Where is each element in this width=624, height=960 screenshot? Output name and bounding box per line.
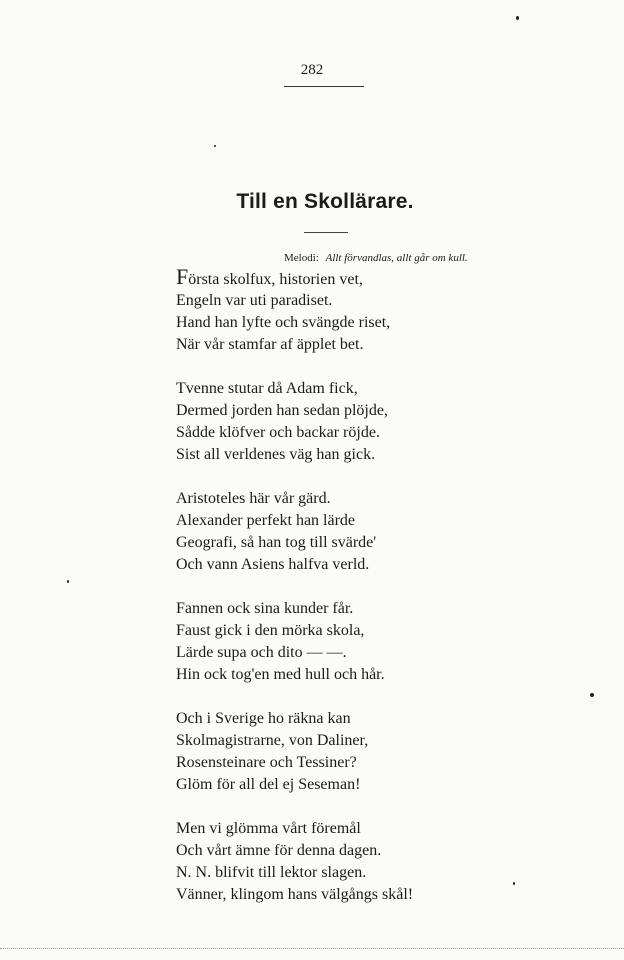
poem-line: Hand han lyfte och svängde riset, [176, 314, 391, 331]
poem-line: Engeln var uti paradiset. [176, 292, 333, 309]
stanza [176, 378, 556, 466]
poem-line: Geografi, så han tog till svärde' [176, 534, 377, 551]
poem-line: Dermed jorden han sedan plöjde, [176, 402, 388, 419]
first-line-rest: örsta skolfux, historien vet, [188, 271, 363, 288]
ink-speck [513, 882, 515, 885]
poem-line: Glöm för all del ej Seseman! [176, 776, 361, 793]
poem-line: N. N. blifvit till lektor slagen. [176, 864, 367, 881]
poem-line: Lärde supa och dito — —. [176, 644, 347, 661]
stanza [176, 818, 556, 906]
poem-line: Tvenne stutar då Adam fick, [176, 380, 358, 397]
poem-line: När vår stamfar af äpplet bet. [176, 336, 364, 353]
page-bottom-edge [0, 948, 624, 949]
poem-line: Alexander perfekt han lärde [176, 512, 356, 529]
poem-line: Och vann Asiens halfva verld. [176, 556, 370, 573]
poem-line: Men vi glömma vårt föremål [176, 820, 361, 837]
poem-line: Skolmagistrarne, von Daliner, [176, 732, 369, 749]
poem-line: Sådde klöfver och backar röjde. [176, 424, 380, 441]
poem-body [176, 264, 556, 928]
ink-speck [590, 693, 594, 697]
poem-line: Hin ock tog'en med hull och hår. [176, 666, 385, 683]
ink-speck [516, 16, 519, 20]
drop-cap-letter: F [176, 264, 189, 289]
stanza [176, 708, 556, 796]
poem-line: Fannen ock sina kunder får. [176, 600, 354, 617]
poem-line: Sist all verldenes väg han gick. [176, 446, 376, 463]
poem-line: Faust gick i den mörka skola, [176, 622, 365, 639]
poem-line: Och vårt ämne för denna dagen. [176, 842, 382, 859]
melody-label: Melodi: [284, 252, 319, 264]
stanza [176, 264, 556, 356]
ink-speck [214, 145, 216, 147]
melody-source: Allt förvandlas, allt går om kull. [325, 252, 468, 264]
poem-title: Till en Skollärare. [236, 190, 414, 213]
poem-line: Aristoteles här vår gärd. [176, 490, 331, 507]
stanza [176, 488, 556, 576]
page-number-rule [284, 86, 364, 87]
poem-line: Rosensteinare och Tessiner? [176, 754, 357, 771]
page-number: 282 [300, 62, 324, 78]
ink-speck [67, 580, 69, 583]
stanza [176, 598, 556, 686]
poem-line: Och i Sverige ho räkna kan [176, 710, 351, 727]
title-rule [304, 232, 348, 233]
poem-line [176, 264, 556, 290]
melody-line [284, 252, 468, 264]
poem-line: Vänner, klingom hans välgångs skål! [176, 886, 414, 903]
